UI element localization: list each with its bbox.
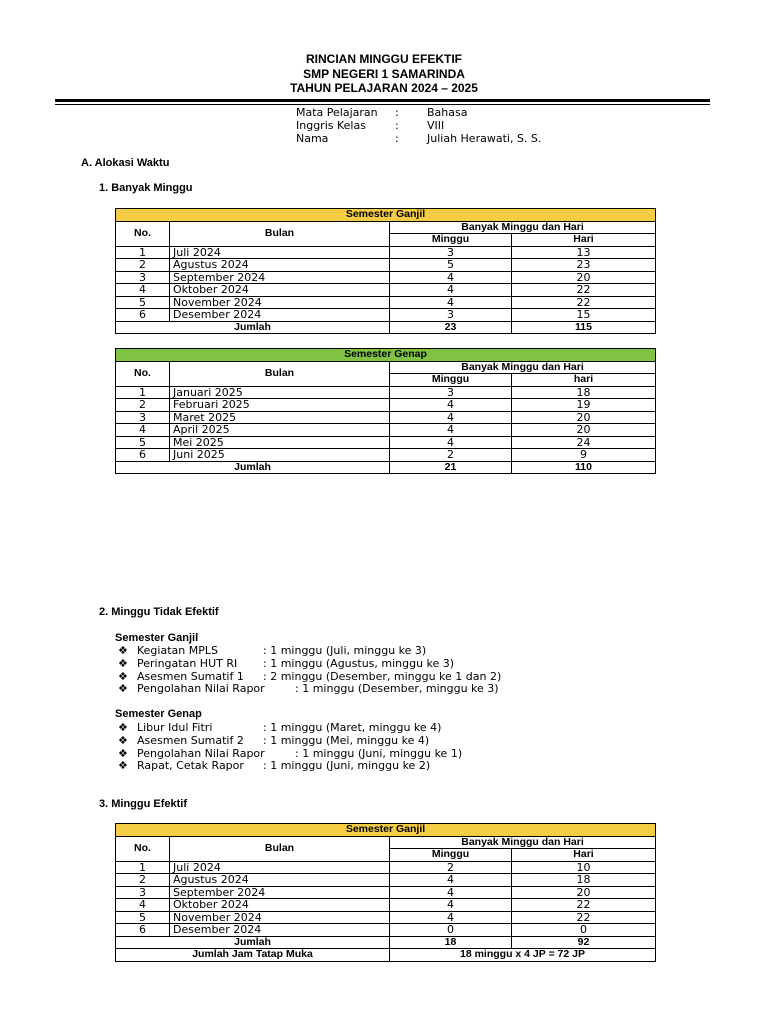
col-no: No. [116,361,170,386]
total-row [116,321,656,334]
cell-hari: 23 [512,259,656,272]
cell-no: 2 [116,874,170,887]
column-header-row [116,836,656,849]
cell-hari: 9 [512,449,656,462]
cell-bulan: Juli 2024 [170,246,390,259]
total-hari: 92 [512,936,656,949]
cell-bulan: Mei 2025 [170,436,390,449]
cell-no: 6 [116,449,170,462]
item-label: Libur Idul Fitri [137,721,213,734]
cell-bulan: September 2024 [170,271,390,284]
cell-hari: 20 [512,411,656,424]
meta-row [296,106,541,119]
meta-label: Mata Pelajaran [296,106,378,119]
column-header-row [116,361,656,374]
item-desc: : 1 minggu (Juni, minggu ke 2) [263,759,431,773]
cell-no: 5 [116,296,170,309]
cell-no: 5 [116,911,170,924]
cell-minggu: 4 [390,911,512,924]
table-banyak-minggu-ganjil [115,208,656,334]
cell-minggu: 4 [390,284,512,297]
item-label: Asesmen Sumatif 1 [137,669,244,683]
cell-no: 2 [116,399,170,412]
cell-hari: 22 [512,899,656,912]
header-rule-thick [55,99,710,102]
diamond-bullet-icon: ❖ [118,721,128,734]
cell-minggu: 3 [390,386,512,399]
cell-no: 6 [116,309,170,322]
cell-minggu: 4 [390,411,512,424]
meta-value: VIII [427,119,445,132]
table-row [116,386,656,399]
doc-title: RINCIAN MINGGU EFEKTIF [306,52,462,66]
cell-no: 5 [116,436,170,449]
diamond-bullet-icon: ❖ [118,733,128,747]
cell-hari: 20 [512,424,656,437]
cell-no: 3 [116,271,170,284]
meta-value: Juliah Herawati, S. S. [427,132,542,145]
cell-bulan: September 2024 [170,886,390,899]
item-label: Asesmen Sumatif 2 [137,733,244,747]
total-minggu: 21 [390,461,512,474]
table-row [116,284,656,297]
total-hari: 115 [512,321,656,334]
section-a-heading: A. Alokasi Waktu [81,157,170,169]
cell-no: 3 [116,886,170,899]
jtm-value: 18 minggu x 4 JP = 72 JP [390,949,656,962]
header-rule-thin [55,104,710,105]
cell-hari: 24 [512,436,656,449]
diamond-bullet-icon: ❖ [118,746,128,760]
cell-minggu: 4 [390,874,512,887]
table-row [116,309,656,322]
semester-header-row [116,824,656,837]
cell-no: 6 [116,924,170,937]
col-hari: Hari [512,849,656,862]
cell-minggu: 3 [390,246,512,259]
table-row [116,259,656,272]
col-group: Banyak Minggu dan Hari [390,221,656,234]
cell-hari: 0 [512,924,656,937]
diamond-bullet-icon: ❖ [118,759,128,773]
cell-no: 3 [116,411,170,424]
table-row [116,924,656,937]
cell-no: 4 [116,424,170,437]
cell-minggu: 2 [390,449,512,462]
minggu-efektif-heading: 3. Minggu Efektif [99,798,187,810]
school-name: SMP NEGERI 1 SAMARINDA [303,67,465,81]
cell-minggu: 4 [390,271,512,284]
cell-bulan: Agustus 2024 [170,874,390,887]
table-row [116,296,656,309]
meta-info [296,106,541,145]
col-bulan: Bulan [170,836,390,861]
item-label: Pengolahan Nilai Rapor [137,682,265,696]
col-hari: hari [512,374,656,387]
total-minggu: 23 [390,321,512,334]
item-label: Pengolahan Nilai Rapor [137,746,265,760]
cell-hari: 10 [512,861,656,874]
cell-bulan: Januari 2025 [170,386,390,399]
semester-header-row [116,349,656,362]
cell-minggu: 4 [390,886,512,899]
total-label: Jumlah [116,321,390,334]
meta-value: Bahasa [427,106,468,119]
total-label: Jumlah [116,461,390,474]
cell-hari: 20 [512,271,656,284]
semester-header-row [116,209,656,222]
cell-bulan: Agustus 2024 [170,259,390,272]
item-desc: : 1 minggu (Juni, minggu ke 1) [295,746,463,760]
meta-sep: : [395,132,399,145]
item-desc: : 1 minggu (Desember, minggu ke 3) [295,682,499,696]
col-bulan: Bulan [170,221,390,246]
item-label: Peringatan HUT RI [137,656,238,670]
cell-bulan: April 2025 [170,424,390,437]
cell-hari: 22 [512,911,656,924]
cell-minggu: 2 [390,861,512,874]
total-minggu: 18 [390,936,512,949]
meta-sep: : [395,106,399,119]
meta-label: Nama [296,132,329,145]
cell-no: 4 [116,284,170,297]
cell-no: 1 [116,246,170,259]
table-row [116,436,656,449]
table-row [116,899,656,912]
table-banyak-minggu-genap [115,348,656,474]
table-row [116,911,656,924]
col-group: Banyak Minggu dan Hari [390,361,656,374]
table-row [116,886,656,899]
cell-hari: 20 [512,886,656,899]
col-minggu: Minggu [390,849,512,862]
table-row [116,874,656,887]
meta-row [296,119,541,132]
cell-hari: 22 [512,296,656,309]
ganjil-title: Semester Ganjil [115,632,199,644]
diamond-bullet-icon: ❖ [118,682,128,696]
cell-minggu: 4 [390,399,512,412]
total-row [116,936,656,949]
cell-bulan: Oktober 2024 [170,284,390,297]
col-hari: Hari [512,234,656,247]
item-desc: : 2 minggu (Desember, minggu ke 1 dan 2) [263,669,502,683]
col-bulan: Bulan [170,361,390,386]
item-desc: : 1 minggu (Mei, minggu ke 4) [263,733,430,747]
cell-minggu: 0 [390,924,512,937]
col-group: Banyak Minggu dan Hari [390,836,656,849]
item-desc: : 1 minggu (Agustus, minggu ke 3) [263,656,455,670]
cell-bulan: Oktober 2024 [170,899,390,912]
cell-bulan: Juli 2024 [170,861,390,874]
cell-minggu: 5 [390,259,512,272]
cell-bulan: Juni 2025 [170,449,390,462]
cell-bulan: November 2024 [170,296,390,309]
col-no: No. [116,221,170,246]
cell-no: 2 [116,259,170,272]
jtm-label: Jumlah Jam Tatap Muka [116,949,390,962]
total-row [116,461,656,474]
cell-bulan: Desember 2024 [170,924,390,937]
cell-hari: 19 [512,399,656,412]
col-no: No. [116,836,170,861]
column-header-row [116,221,656,234]
genap-title: Semester Genap [115,708,202,720]
table-row [116,424,656,437]
col-minggu: Minggu [390,374,512,387]
table-row [116,246,656,259]
item-desc: : 1 minggu (Juli, minggu ke 3) [263,644,427,657]
cell-hari: 13 [512,246,656,259]
col-minggu: Minggu [390,234,512,247]
minggu-tidak-efektif-heading: 2. Minggu Tidak Efektif [99,606,219,618]
table-minggu-efektif-ganjil [115,823,656,962]
cell-bulan: Desember 2024 [170,309,390,322]
meta-sep: : [395,119,399,132]
cell-hari: 18 [512,874,656,887]
table-row [116,861,656,874]
table-row [116,411,656,424]
cell-no: 4 [116,899,170,912]
total-hari: 110 [512,461,656,474]
diamond-bullet-icon: ❖ [118,644,128,657]
table-row [116,399,656,412]
cell-no: 1 [116,861,170,874]
banyak-minggu-heading: 1. Banyak Minggu [99,182,193,194]
diamond-bullet-icon: ❖ [118,669,128,683]
cell-minggu: 4 [390,296,512,309]
table-row [116,271,656,284]
total-label: Jumlah [116,936,390,949]
item-label: Kegiatan MPLS [137,644,218,657]
cell-bulan: Maret 2025 [170,411,390,424]
meta-label: Inggris Kelas [296,119,366,132]
cell-hari: 15 [512,309,656,322]
cell-hari: 22 [512,284,656,297]
cell-minggu: 4 [390,436,512,449]
item-desc: : 1 minggu (Maret, minggu ke 4) [263,721,442,734]
cell-minggu: 4 [390,899,512,912]
cell-minggu: 3 [390,309,512,322]
cell-no: 1 [116,386,170,399]
item-label: Rapat, Cetak Rapor [137,759,244,773]
cell-minggu: 4 [390,424,512,437]
semester-label: Semester Ganjil [116,209,656,222]
cell-hari: 18 [512,386,656,399]
table-row [116,449,656,462]
cell-bulan: November 2024 [170,911,390,924]
semester-label: Semester Genap [116,349,656,362]
cell-bulan: Februari 2025 [170,399,390,412]
meta-row [296,132,541,145]
academic-year: TAHUN PELAJARAN 2024 – 2025 [290,81,478,95]
diamond-bullet-icon: ❖ [118,656,128,670]
semester-label: Semester Ganjil [116,824,656,837]
jam-tatap-muka-row [116,949,656,962]
